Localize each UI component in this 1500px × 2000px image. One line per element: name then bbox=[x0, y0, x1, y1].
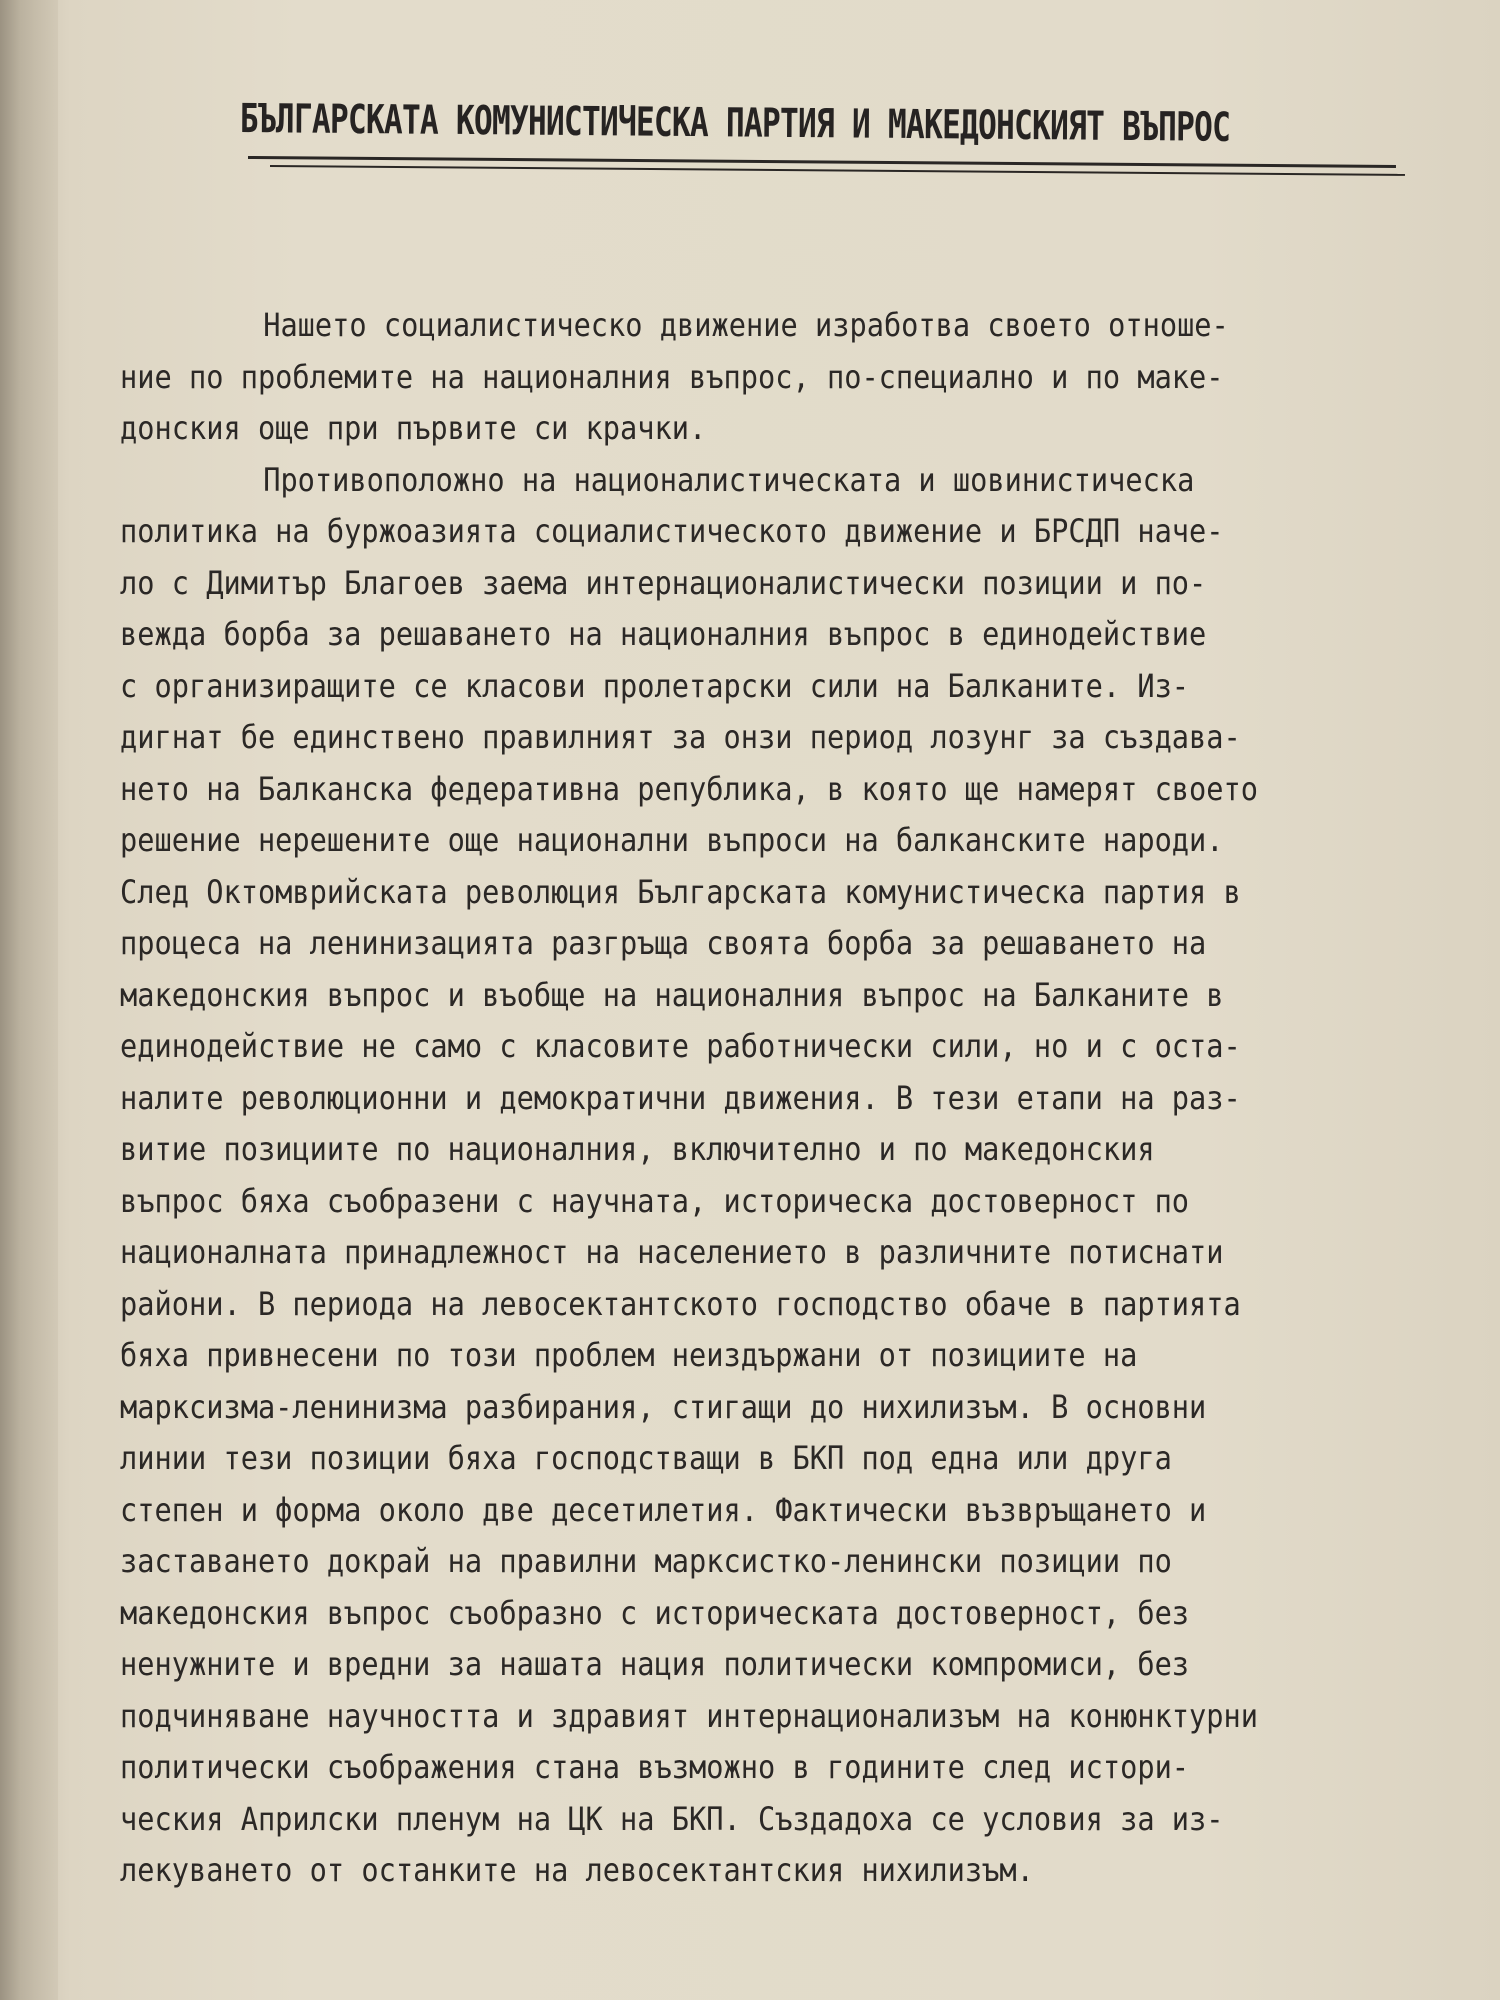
text-line: Нашето социалистическо движение изработва своето отноше- bbox=[263, 306, 1229, 344]
text-line: бяха привнесени по този проблем неиздържани от позициите на bbox=[120, 1336, 1138, 1374]
text-line: ческия Априлски пленум на ЦК на БКП. Създадоха се условия за из- bbox=[120, 1799, 1224, 1838]
text-line: След Октомврийската революция Българската комунистическа партия в bbox=[120, 872, 1241, 911]
body-text bbox=[120, 300, 1500, 1897]
text-line: налите революционни и демократични движения. В тези етапи на раз- bbox=[120, 1078, 1241, 1117]
text-line: лекуването от останките на левосектантския нихилизъм. bbox=[120, 1851, 1034, 1889]
text-line: заставането докрай на правилни марксистко-ленински позиции по bbox=[120, 1542, 1172, 1580]
text-line: македонския въпрос съобразно с историческата достоверност, без bbox=[120, 1593, 1190, 1632]
text-line: дигнат бе единствено правилният за онзи период лозунг за създава- bbox=[120, 718, 1241, 756]
text-line: с организиращите се класови пролетарски сили на Балканите. Из- bbox=[120, 666, 1190, 705]
text-line: нето на Балканска федеративна република, в която ще намерят своето bbox=[120, 769, 1259, 808]
page-binding-shadow bbox=[0, 0, 58, 2000]
title-block bbox=[239, 96, 1410, 151]
text-line: степен и форма около две десетилетия. Фактически възвръщането и bbox=[120, 1490, 1207, 1529]
text-line: ло с Димитър Благоев заема интернационалистически позиции и по- bbox=[120, 563, 1207, 602]
text-line: линии тези позиции бяха господстващи в БКП под една или друга bbox=[120, 1439, 1172, 1477]
text-line: Противоположно на националистическата и шовинистическа bbox=[263, 460, 1195, 499]
text-line: единодействие не само с класовите работнически сили, но и с оста- bbox=[120, 1027, 1241, 1065]
text-line: македонския въпрос и въобще на националния въпрос на Балканите в bbox=[120, 975, 1224, 1014]
text-line: решение нерешените още национални въпроси на балканските народи. bbox=[120, 821, 1224, 859]
text-line: ние по проблемите на националния въпрос, по-специално и по маке- bbox=[120, 357, 1224, 396]
text-line: политически съображения стана възможно в годините след истори- bbox=[120, 1748, 1190, 1786]
text-line: националната принадлежност на населението в различните потиснати bbox=[120, 1233, 1224, 1271]
document-title: БЪЛГАРСКАТА КОМУНИСТИЧЕСКА ПАРТИЯ И МАКЕДОНСКИЯТ ВЪПРОС bbox=[239, 96, 1231, 151]
text-line: политика на буржоазията социалистическото движение и БРСДП наче- bbox=[120, 512, 1224, 550]
text-line: райони. В периода на левосектантското господство обаче в партията bbox=[120, 1284, 1241, 1323]
text-line: марксизма-ленинизма разбирания, стигащи до нихилизъм. В основни bbox=[120, 1387, 1207, 1426]
text-line: ненужните и вредни за нашата нация политически компромиси, без bbox=[120, 1645, 1190, 1683]
text-line: витие позициите по националния, включително и по македонския bbox=[120, 1130, 1155, 1168]
text-line: донския още при първите си крачки. bbox=[120, 409, 707, 447]
text-line: въпрос бяха съобразени с научната, историческа достоверност по bbox=[120, 1181, 1190, 1220]
text-line: вежда борба за решаването на националния въпрос в единодействие bbox=[120, 615, 1207, 653]
text-line: подчиняване научността и здравият интернационализъм на конюнктурни bbox=[120, 1696, 1259, 1735]
text-line: процеса на ленинизацията разгръща своята борба за решаването на bbox=[120, 924, 1207, 962]
